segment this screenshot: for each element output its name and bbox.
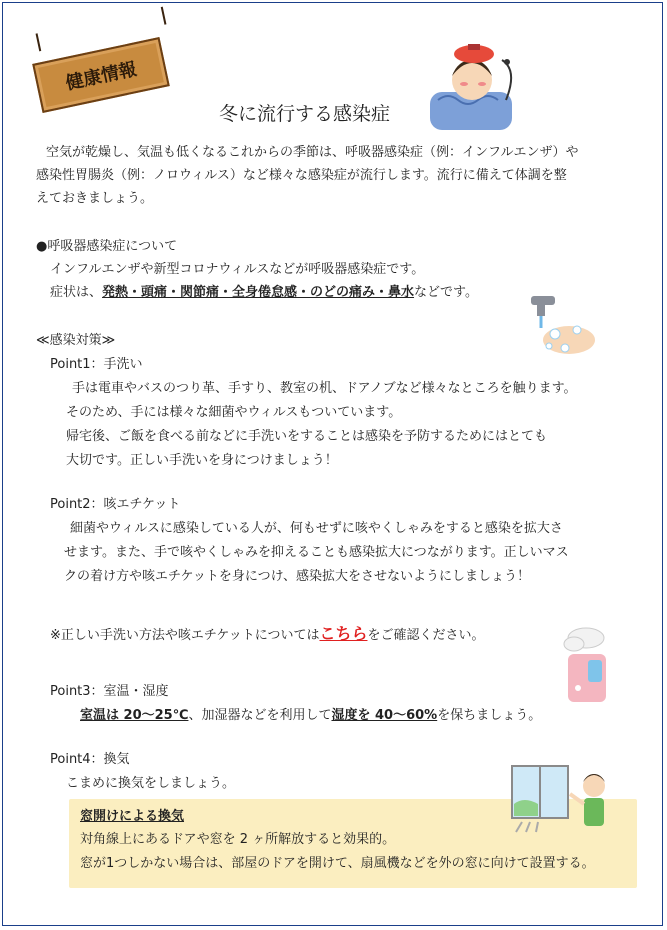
- respiratory-heading: ●呼吸器感染症について: [36, 239, 178, 254]
- notice-prefix: ※正しい手洗い方法や咳エチケットについては: [50, 628, 320, 643]
- page-title: 冬に流行する感染症: [219, 103, 391, 125]
- respiratory-line-1: インフルエンザや新型コロナウィルスなどが呼吸器感染症です。: [50, 262, 425, 277]
- tip-line-2: 窓が1つしかない場合は、部屋のドアを開けて、扇風機などを外の窓に向けて設置する。: [80, 856, 595, 871]
- humidifier-illustration: [560, 624, 612, 706]
- intro-line-3: えておきましょう。: [36, 191, 154, 206]
- point2-title: Point2：咳エチケット: [50, 497, 181, 512]
- tip-line-1: 対角線上にあるドアや窓を 2 ヶ所解放すると効果的。: [80, 832, 396, 847]
- handwashing-illustration: [525, 294, 603, 360]
- window-ventilation-illustration: [508, 764, 613, 834]
- measures-heading: ≪感染対策≫: [36, 333, 116, 348]
- humidity-range: 湿度を 40～60%: [331, 708, 438, 723]
- symptoms-prefix: 症状は、: [50, 285, 103, 300]
- point2-line-1: 細菌やウィルスに感染している人が、何もせずに咳やくしゃみをすると感染を拡大さ: [70, 521, 563, 536]
- point1-line-2: そのため、手には様々な細菌やウィルスもついています。: [66, 405, 402, 420]
- symptoms-suffix: などです。: [414, 285, 478, 300]
- intro-line-2: 感染性胃腸炎（例：ノロウィルス）など様々な感染症が流行します。流行に備えて体調を整: [36, 168, 567, 183]
- point1-line-3: 帰宅後、ご飯を食べる前などに手洗いをすることは感染を予防するためにはとても: [66, 429, 548, 444]
- point3-line: [80, 708, 541, 724]
- tip-heading: 窓開けによる換気: [80, 809, 185, 824]
- notice-line: [50, 626, 485, 644]
- point2-line-3: クの着け方や咳エチケットを身につけ、感染拡大をさせないようにしましょう！: [64, 569, 531, 584]
- point1-line-1: 手は電車やバスのつり革、手すり、教室の机、ドアノブなど様々なところを触ります。: [72, 381, 577, 396]
- room-temperature: 室温は 20～25℃: [80, 708, 189, 723]
- point2-line-2: せます。また、手で咳やくしゃみを抑えることも感染拡大につながります。正しいマス: [64, 545, 569, 560]
- respiratory-line-2: [50, 285, 478, 301]
- point3-middle: 、加湿器などを利用して: [188, 708, 332, 723]
- intro-line-1: 空気が乾燥し、気温も低くなるこれからの季節は、呼吸器感染症（例：インフルエンザ）や: [46, 145, 579, 160]
- point1-title: Point1：手洗い: [50, 357, 143, 372]
- point4-title: Point4：換気: [50, 752, 130, 767]
- point3-suffix: を保ちましょう。: [437, 708, 542, 723]
- point4-line: こまめに換気をしましょう。: [66, 776, 236, 791]
- point1-line-4: 大切です。正しい手洗いを身につけましょう！: [66, 453, 338, 468]
- notice-suffix: をご確認ください。: [367, 628, 485, 643]
- sick-child-illustration: [428, 40, 528, 132]
- health-info-sign: [28, 14, 178, 124]
- kochira-link[interactable]: こちら: [319, 624, 368, 643]
- point3-title: Point3：室温・湿度: [50, 684, 169, 699]
- sign-label: 健康情報: [63, 58, 139, 95]
- symptoms-list: 発熱・頭痛・関節痛・全身倦怠感・のどの痛み・鼻水: [102, 285, 415, 300]
